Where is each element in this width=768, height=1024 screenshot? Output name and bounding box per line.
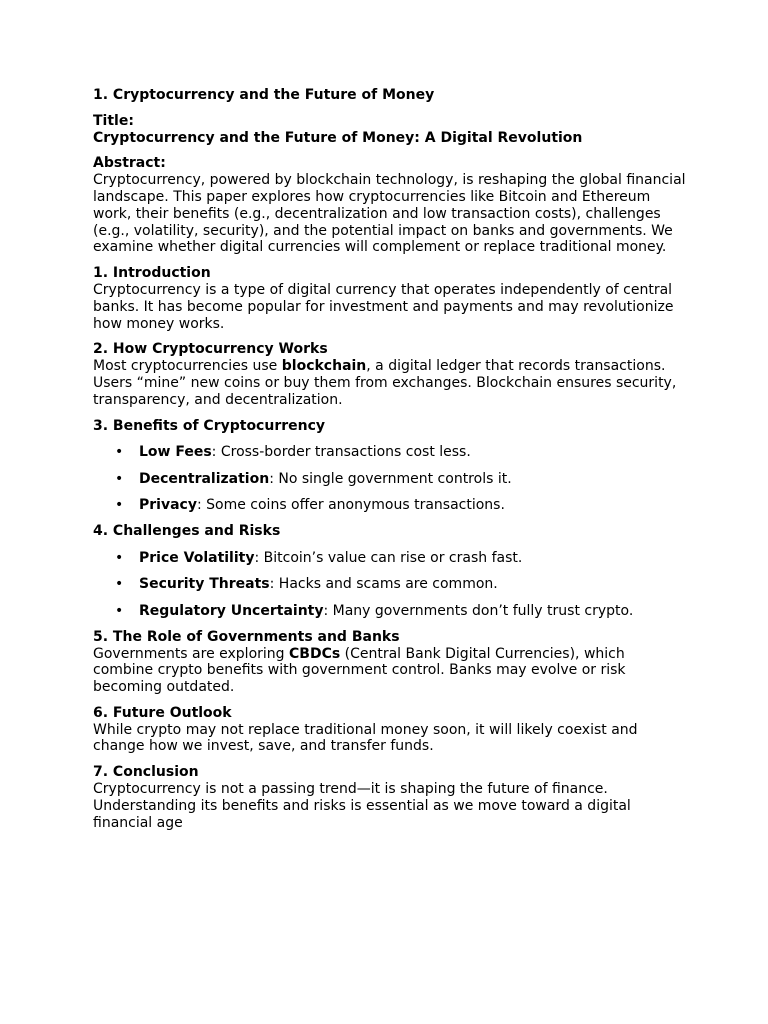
section-heading-outlook: 6. Future Outlook: [93, 704, 232, 721]
section-heading-governments: 5. The Role of Governments and Banks: [93, 628, 400, 645]
section-body-governments: [93, 646, 688, 696]
section-body-introduction: Cryptocurrency is a type of digital currency that operates independently of central banks. It has become popular for investment and payments and may revolutionize how money works.: [93, 281, 674, 332]
title-text: Cryptocurrency and the Future of Money: A Digital Revolution: [93, 129, 583, 146]
section-heading-how-it-works: 2. How Cryptocurrency Works: [93, 341, 328, 358]
list-item-desc: : Hacks and scams are common.: [269, 576, 498, 593]
list-item-term: Low Fees: [139, 444, 212, 461]
list-item: [93, 471, 688, 488]
section-body-how-it-works: [93, 358, 688, 408]
bullet-glyph: •: [115, 470, 124, 487]
list-item-desc: : Some coins offer anonymous transactions.: [196, 497, 505, 514]
section-heading-introduction: 1. Introduction: [93, 265, 211, 282]
bullet-glyph: •: [115, 576, 124, 593]
document-heading: 1. Cryptocurrency and the Future of Money: [93, 87, 435, 103]
list-item: [93, 497, 688, 514]
bullet-glyph: •: [115, 549, 124, 566]
list-item-desc: : Many governments don’t fully trust crypto.: [323, 602, 634, 619]
benefits-list: [93, 444, 688, 514]
gov-text-bold: CBDCs: [289, 645, 341, 662]
section-heading-benefits: 3. Benefits of Cryptocurrency: [93, 417, 326, 434]
list-item-term: Security Threats: [139, 576, 270, 593]
list-item-term: Regulatory Uncertainty: [139, 602, 324, 619]
gov-text-post: (Central Bank Digital Currencies), which combine crypto benefits with government control. Banks may evolve or risk becoming outdated.: [93, 645, 626, 696]
bullet-glyph: •: [115, 602, 124, 619]
how-text-pre: Most cryptocurrencies use: [93, 358, 282, 375]
how-text-post: , a digital ledger that records transactions. Users “mine” new coins or buy them from exchanges. Blockchain ensures security, transparency, and decentralization.: [93, 358, 677, 408]
challenges-list: [93, 550, 688, 620]
list-item-term: Decentralization: [139, 470, 270, 487]
section-body-outlook: While crypto may not replace traditional money soon, it will likely coexist and change how we invest, save, and transfer funds.: [93, 721, 638, 755]
section-heading-conclusion: 7. Conclusion: [93, 764, 199, 781]
section-heading-challenges: 4. Challenges and Risks: [93, 523, 281, 540]
bullet-glyph: •: [115, 444, 124, 461]
abstract-text: Cryptocurrency, powered by blockchain technology, is reshaping the global financial landscape. This paper explores how cryptocurrencies like Bitcoin and Ethereum work, their benefits (e.g., decentralization and low transaction costs), challenges (e.g., volatility, security), and the potential impact on banks and governments. We examine whether digital currencies will complement or replace traditional money.: [93, 172, 686, 256]
bullet-glyph: •: [115, 497, 124, 514]
list-item-desc: : Cross-border transactions cost less.: [211, 444, 471, 461]
how-text-bold: blockchain: [281, 358, 367, 375]
list-item: [93, 576, 688, 593]
list-item: [93, 603, 688, 620]
list-item-desc: : No single government controls it.: [269, 470, 512, 487]
document-page: [93, 87, 688, 831]
list-item-term: Price Volatility: [139, 549, 255, 566]
section-body-conclusion: Cryptocurrency is not a passing trend—it is shaping the future of finance. Understanding its benefits and risks is essential as we move toward a digital financial age: [93, 781, 631, 831]
list-item-term: Privacy: [139, 497, 197, 514]
list-item: [93, 550, 688, 567]
gov-text-pre: Governments are exploring: [93, 645, 289, 662]
list-item-desc: : Bitcoin’s value can rise or crash fast.: [254, 549, 523, 566]
abstract-label: Abstract:: [93, 155, 166, 172]
title-label: Title:: [93, 112, 134, 129]
list-item: [93, 444, 688, 461]
